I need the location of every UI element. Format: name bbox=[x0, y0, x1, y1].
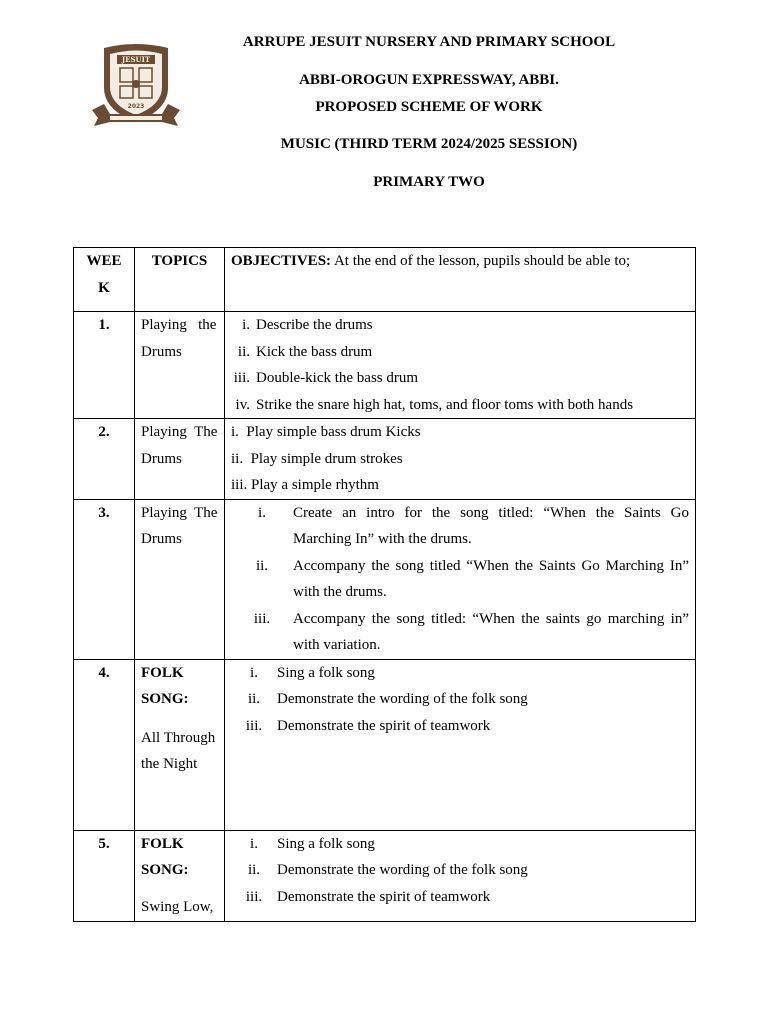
topic-cell: Playing the Drums bbox=[135, 312, 225, 419]
objectives-cell bbox=[225, 312, 696, 419]
document-title: PROPOSED SCHEME OF WORK bbox=[315, 99, 543, 115]
week-number: 2. bbox=[74, 419, 135, 500]
list-item: i. Sing a folk song bbox=[250, 835, 375, 852]
table-row bbox=[74, 659, 696, 830]
table-row bbox=[74, 312, 696, 419]
list-item: i. Play simple bass drum Kicks bbox=[231, 424, 421, 440]
school-crest-logo bbox=[90, 40, 182, 132]
topic-cell: Playing The Drums bbox=[135, 499, 225, 659]
week-number: 1. bbox=[74, 312, 135, 419]
table-row bbox=[74, 830, 696, 921]
list-item: i. Create an intro for the song titled: “When the Saints Go Marching In” with the drums. bbox=[258, 504, 689, 547]
topic-cell: FOLK SONG: Swing Low, bbox=[135, 830, 225, 921]
list-item: iv. Strike the snare high hat, toms, and floor toms with both hands bbox=[235, 396, 634, 413]
table-row bbox=[74, 419, 696, 500]
list-item: iii. Double-kick the bass drum bbox=[233, 370, 419, 386]
list-item: iii. Accompany the song titled: “When the saints go marching in” with variation. bbox=[253, 610, 689, 653]
school-name: ARRUPE JESUIT NURSERY AND PRIMARY SCHOOL bbox=[242, 34, 616, 50]
table-header-row bbox=[74, 248, 696, 312]
week-number: 3. bbox=[74, 499, 135, 659]
list-item: iii. Demonstrate the spirit of teamwork bbox=[245, 717, 491, 734]
table-row bbox=[74, 499, 696, 659]
subject-term: MUSIC (THIRD TERM 2024/2025 SESSION) bbox=[280, 136, 578, 152]
list-item: ii. Kick the bass drum bbox=[237, 343, 373, 360]
class-name: PRIMARY TWO bbox=[373, 174, 485, 190]
list-item: iii. Demonstrate the spirit of teamwork bbox=[245, 888, 491, 905]
list-item: ii. Accompany the song titled “When the Saints Go Marching In” with the drums. bbox=[255, 557, 689, 600]
week-header: WEE K bbox=[74, 248, 135, 312]
list-item: ii. Play simple drum strokes bbox=[231, 450, 403, 467]
objectives-cell bbox=[225, 499, 696, 659]
week-number: 5. bbox=[74, 830, 135, 921]
topics-header: TOPICS bbox=[135, 248, 225, 312]
topic-cell: Playing The Drums bbox=[135, 419, 225, 500]
list-item: ii. Demonstrate the wording of the folk song bbox=[247, 691, 528, 707]
week-number: 4. bbox=[74, 659, 135, 830]
school-address: ABBI-OROGUN EXPRESSWAY, ABBI. bbox=[299, 72, 559, 88]
topic-cell: FOLK SONG: All Through the Night bbox=[135, 659, 225, 830]
objectives-cell bbox=[225, 419, 696, 500]
objectives-cell bbox=[225, 830, 696, 921]
list-item: ii. Demonstrate the wording of the folk song bbox=[247, 862, 528, 878]
svg-text:2023: 2023 bbox=[127, 103, 145, 110]
objectives-header: OBJECTIVES: At the end of the lesson, pupils should be able to; bbox=[225, 248, 696, 312]
scheme-of-work-table bbox=[73, 247, 696, 922]
list-item: i. Describe the drums bbox=[242, 317, 373, 333]
list-item: iii. Play a simple rhythm bbox=[231, 477, 379, 493]
objectives-cell bbox=[225, 659, 696, 830]
svg-text:JESUIT: JESUIT bbox=[121, 55, 151, 64]
list-item: i. Sing a folk song bbox=[250, 664, 375, 681]
